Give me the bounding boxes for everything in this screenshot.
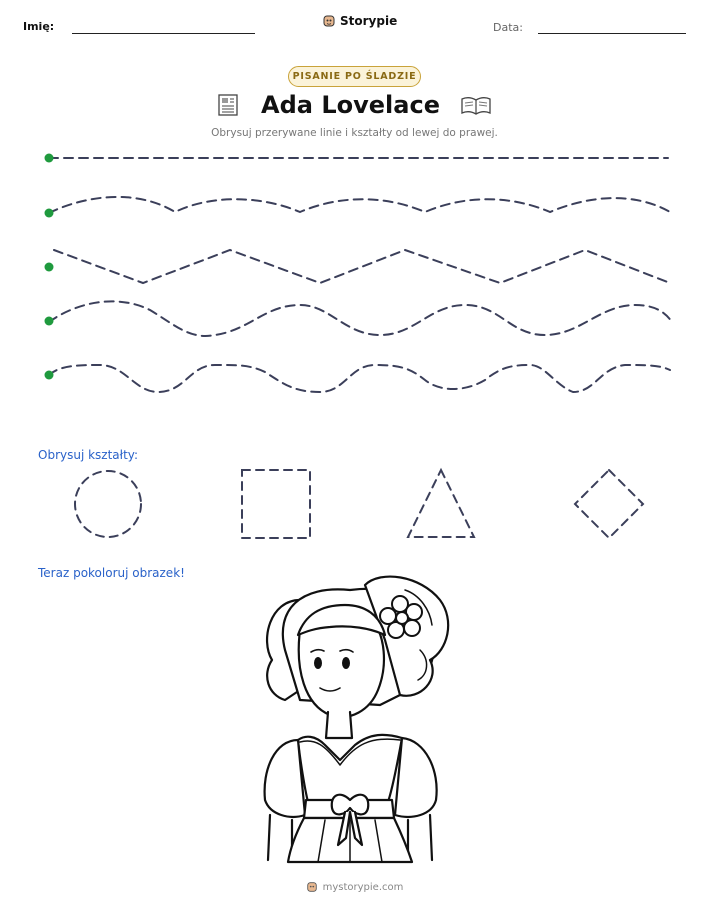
trace-triangle[interactable]	[408, 470, 474, 537]
trace-line-zigzag[interactable]	[54, 250, 670, 283]
start-dot	[45, 154, 54, 163]
activity-badge: PISANIE PO ŚLADZIE	[288, 66, 421, 87]
instructions: Obrysuj przerywane linie i kształty od lewej do prawej.	[211, 127, 498, 139]
trace-diamond[interactable]	[575, 470, 643, 538]
date-label: Data:	[493, 21, 523, 34]
trace-square[interactable]	[242, 470, 310, 538]
name-label: Imię:	[23, 20, 55, 33]
page-title-text: Ada Lovelace	[261, 91, 440, 119]
footer-url[interactable]: mystorypie.com	[322, 881, 404, 893]
coloring-picture[interactable]	[265, 577, 449, 862]
trace-line-big-wave[interactable]	[49, 301, 672, 336]
start-dot	[45, 263, 54, 272]
shapes-heading: Obrysuj kształty:	[38, 448, 139, 462]
footer	[0, 881, 709, 893]
color-heading: Teraz pokoloruj obrazek!	[38, 566, 185, 580]
brand-name: Storypie	[340, 14, 398, 28]
trace-circle[interactable]	[75, 471, 141, 537]
trace-line-wave[interactable]	[49, 197, 670, 213]
start-dot	[45, 209, 54, 218]
trace-line-bump-wave[interactable]	[49, 365, 670, 392]
storypie-mascot-icon	[306, 881, 318, 893]
start-dot	[45, 371, 54, 380]
start-dot	[45, 317, 54, 326]
